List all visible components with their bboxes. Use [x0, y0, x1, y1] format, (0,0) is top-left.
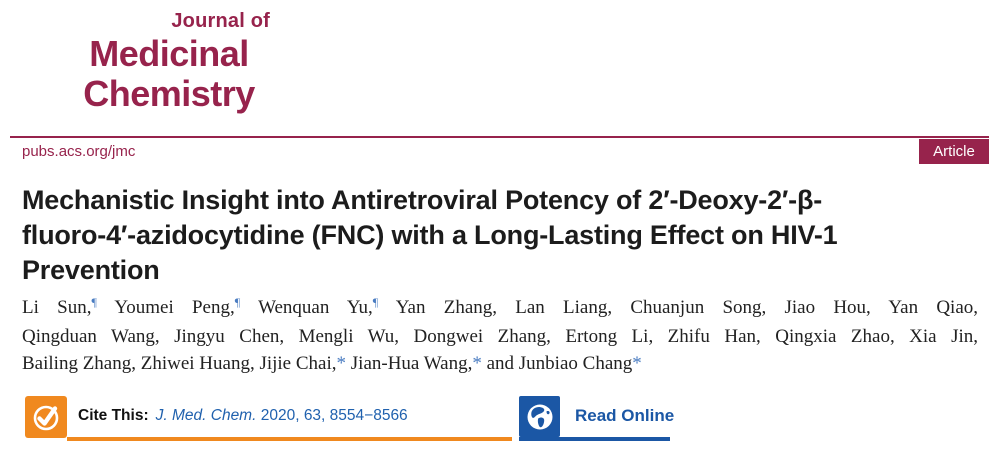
cite-this-row: [78, 407, 408, 425]
article-title: [22, 183, 992, 288]
globe-icon: [524, 401, 556, 433]
author-list: [22, 294, 978, 377]
author-names: Qingduan Wang, Jingyu Chen, Mengli Wu, Dongwei Zhang, Ertong Li, Zhifu Han, Qingxia Zhao, Xia Jin,: [22, 326, 978, 347]
journal-logo-line1: Journal of: [171, 10, 270, 32]
author-names: Li Sun,: [22, 297, 92, 318]
author-marker: ¶: [91, 295, 97, 309]
author-marker: *: [632, 353, 642, 374]
read-online-button[interactable]: [519, 396, 560, 437]
article-title-line3: Prevention: [22, 255, 160, 285]
journal-logo-line3: Chemistry: [83, 73, 255, 114]
read-online-underline: [519, 437, 670, 441]
author-names: Yan Zhang, Lan Liang, Chuanjun Song, Jiao Hou, Yan Qiao,: [378, 297, 979, 318]
read-online-label[interactable]: Read Online: [575, 406, 675, 425]
author-line: [22, 294, 978, 323]
journal-url-link[interactable]: pubs.acs.org/jmc: [22, 143, 136, 160]
author-names: and Junbiao Chang: [481, 353, 633, 374]
cite-this-label: Cite This:: [78, 407, 149, 424]
author-marker: ¶: [234, 295, 241, 309]
checkmark-icon: [30, 401, 62, 433]
author-marker: *: [336, 353, 347, 374]
author-names: Wenquan Yu,: [240, 297, 373, 318]
masthead-divider: [10, 136, 989, 138]
author-names: Youmei Peng,: [96, 297, 235, 318]
citation-reference: 2020, 63, 8554−8566: [260, 407, 408, 424]
author-marker: ¶: [372, 295, 379, 309]
article-title-line2: fluoro-4′-azidocytidine (FNC) with a Long-Lasting Effect on HIV-1: [22, 220, 838, 250]
article-title-line1: Mechanistic Insight into Antiretroviral Potency of 2′-Deoxy-2′-β-: [22, 185, 823, 215]
author-line: [22, 350, 978, 377]
citation-journal: J. Med. Chem.: [155, 407, 257, 424]
author-marker: *: [472, 353, 482, 374]
author-names: Bailing Zhang, Zhiwei Huang, Jijie Chai,: [22, 353, 337, 374]
cite-this-button[interactable]: [25, 396, 67, 438]
journal-logo: [66, 8, 272, 114]
article-type-badge: Article: [919, 139, 989, 164]
citation-link[interactable]: [156, 407, 408, 425]
author-names: Jian-Hua Wang,: [346, 353, 473, 374]
journal-logo-line2: Medicinal: [89, 33, 249, 74]
author-line: [22, 323, 978, 350]
cite-underline: [67, 437, 512, 441]
